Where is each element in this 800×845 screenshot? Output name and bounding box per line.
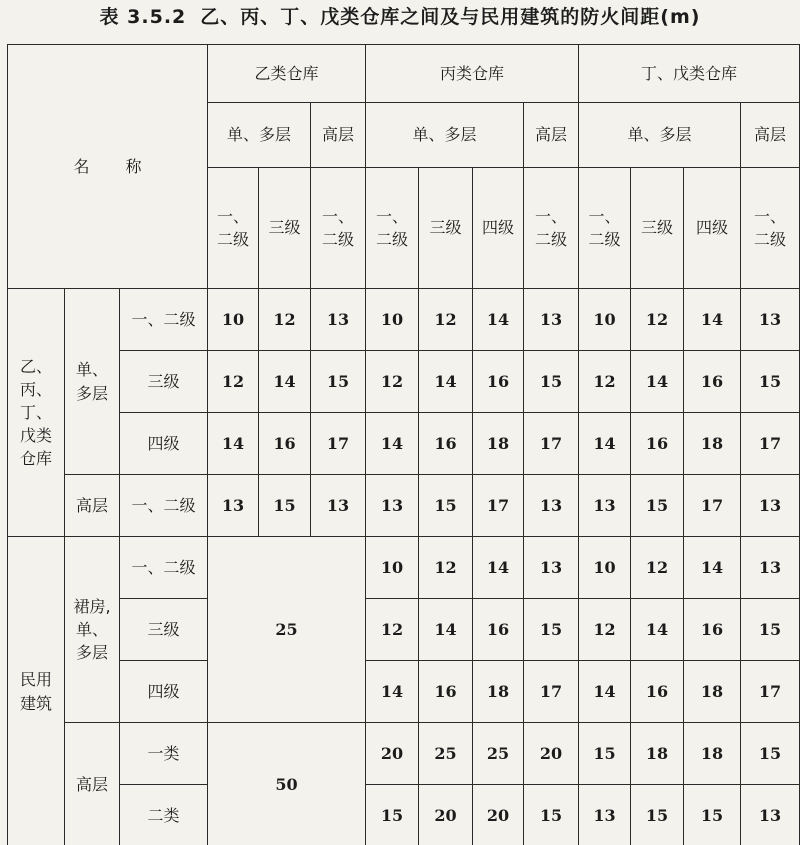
header-yi-multi: 单、多层 xyxy=(208,103,311,168)
table-row xyxy=(8,785,800,845)
value-cell: 13 xyxy=(524,289,579,351)
table-row xyxy=(8,537,800,599)
value-cell: 10 xyxy=(579,537,631,599)
value-cell: 10 xyxy=(366,289,419,351)
value-cell: 15 xyxy=(741,723,800,785)
value-cell: 10 xyxy=(579,289,631,351)
table-title: 乙、丙、丁、戊类仓库之间及与民用建筑的防火间距(m) xyxy=(200,6,701,28)
row-group-warehouse: 乙、 丙、 丁、 戊类 仓库 xyxy=(8,289,65,537)
row-label-class: 二类 xyxy=(120,785,208,845)
value-cell: 15 xyxy=(366,785,419,845)
value-cell: 17 xyxy=(684,475,741,537)
table-row xyxy=(8,475,800,537)
value-cell: 12 xyxy=(579,599,631,661)
header-yi-high-g12: 一、 二级 xyxy=(311,168,366,289)
merged-value-highrise: 50 xyxy=(208,723,366,845)
value-cell: 20 xyxy=(366,723,419,785)
table-row xyxy=(8,289,800,351)
value-cell: 14 xyxy=(684,289,741,351)
header-bing-multi-g3: 三级 xyxy=(419,168,473,289)
value-cell: 16 xyxy=(473,599,524,661)
value-cell: 14 xyxy=(366,413,419,475)
row-sub-civil-high: 高层 xyxy=(65,723,120,845)
value-cell: 12 xyxy=(631,537,684,599)
value-cell: 13 xyxy=(524,475,579,537)
row-label-grade: 四级 xyxy=(120,413,208,475)
value-cell: 14 xyxy=(419,599,473,661)
value-cell: 16 xyxy=(473,351,524,413)
row-sub-warehouse-multi: 单、 多层 xyxy=(65,289,120,475)
value-cell: 15 xyxy=(419,475,473,537)
value-cell: 12 xyxy=(366,599,419,661)
value-cell: 12 xyxy=(366,351,419,413)
value-cell: 12 xyxy=(419,537,473,599)
value-cell: 17 xyxy=(741,413,800,475)
header-dw-multi-g3: 三级 xyxy=(631,168,684,289)
value-cell: 17 xyxy=(473,475,524,537)
value-cell: 14 xyxy=(473,289,524,351)
value-cell: 13 xyxy=(741,537,800,599)
value-cell: 15 xyxy=(259,475,311,537)
table-row xyxy=(8,723,800,785)
value-cell: 13 xyxy=(524,537,579,599)
header-name-label: 名称 xyxy=(73,156,178,176)
value-cell: 12 xyxy=(208,351,259,413)
value-cell: 14 xyxy=(259,351,311,413)
value-cell: 16 xyxy=(259,413,311,475)
header-group-ding-wu: 丁、戊类仓库 xyxy=(579,45,800,103)
value-cell: 14 xyxy=(366,661,419,723)
value-cell: 14 xyxy=(579,661,631,723)
value-cell: 15 xyxy=(524,351,579,413)
table-row xyxy=(8,413,800,475)
table-caption xyxy=(0,0,800,44)
value-cell: 10 xyxy=(366,537,419,599)
row-group-civil: 民用 建筑 xyxy=(8,537,65,845)
value-cell: 14 xyxy=(473,537,524,599)
header-bing-multi: 单、多层 xyxy=(366,103,524,168)
value-cell: 18 xyxy=(631,723,684,785)
row-label-grade: 一、二级 xyxy=(120,475,208,537)
value-cell: 15 xyxy=(524,785,579,845)
value-cell: 17 xyxy=(524,661,579,723)
value-cell: 16 xyxy=(684,599,741,661)
value-cell: 16 xyxy=(684,351,741,413)
value-cell: 17 xyxy=(524,413,579,475)
fire-distance-table xyxy=(7,44,800,845)
row-label-grade: 一、二级 xyxy=(120,537,208,599)
value-cell: 12 xyxy=(631,289,684,351)
value-cell: 15 xyxy=(631,785,684,845)
row-label-grade: 三级 xyxy=(120,351,208,413)
value-cell: 14 xyxy=(631,599,684,661)
header-group-bing: 丙类仓库 xyxy=(366,45,579,103)
value-cell: 13 xyxy=(741,475,800,537)
table-row xyxy=(8,661,800,723)
row-sub-warehouse-high: 高层 xyxy=(65,475,120,537)
value-cell: 16 xyxy=(419,661,473,723)
value-cell: 10 xyxy=(208,289,259,351)
value-cell: 15 xyxy=(631,475,684,537)
value-cell: 20 xyxy=(524,723,579,785)
value-cell: 12 xyxy=(419,289,473,351)
value-cell: 25 xyxy=(419,723,473,785)
header-bing-high-g12: 一、 二级 xyxy=(524,168,579,289)
value-cell: 14 xyxy=(579,413,631,475)
value-cell: 15 xyxy=(741,599,800,661)
value-cell: 18 xyxy=(684,661,741,723)
header-bing-multi-g4: 四级 xyxy=(473,168,524,289)
value-cell: 18 xyxy=(684,413,741,475)
row-label-grade: 三级 xyxy=(120,599,208,661)
header-dw-high: 高层 xyxy=(741,103,800,168)
value-cell: 15 xyxy=(524,599,579,661)
table-row xyxy=(8,599,800,661)
value-cell: 13 xyxy=(366,475,419,537)
merged-value-podium: 25 xyxy=(208,537,366,723)
value-cell: 17 xyxy=(741,661,800,723)
header-yi-high: 高层 xyxy=(311,103,366,168)
value-cell: 25 xyxy=(473,723,524,785)
header-yi-multi-g12: 一、 二级 xyxy=(208,168,259,289)
row-label-grade: 一、二级 xyxy=(120,289,208,351)
value-cell: 16 xyxy=(419,413,473,475)
value-cell: 20 xyxy=(473,785,524,845)
value-cell: 18 xyxy=(473,413,524,475)
header-dw-multi: 单、多层 xyxy=(579,103,741,168)
value-cell: 17 xyxy=(311,413,366,475)
value-cell: 16 xyxy=(631,661,684,723)
value-cell: 18 xyxy=(473,661,524,723)
header-dw-high-g12: 一、 二级 xyxy=(741,168,800,289)
value-cell: 18 xyxy=(684,723,741,785)
value-cell: 15 xyxy=(684,785,741,845)
header-bing-multi-g12: 一、 二级 xyxy=(366,168,419,289)
value-cell: 14 xyxy=(419,351,473,413)
value-cell: 13 xyxy=(579,785,631,845)
row-label-class: 一类 xyxy=(120,723,208,785)
value-cell: 14 xyxy=(208,413,259,475)
value-cell: 13 xyxy=(208,475,259,537)
value-cell: 13 xyxy=(579,475,631,537)
header-name-cell xyxy=(8,45,208,289)
header-bing-high: 高层 xyxy=(524,103,579,168)
header-dw-multi-g12: 一、 二级 xyxy=(579,168,631,289)
header-yi-multi-g3: 三级 xyxy=(259,168,311,289)
row-sub-civil-podium: 裙房, 单、 多层 xyxy=(65,537,120,723)
value-cell: 13 xyxy=(741,785,800,845)
value-cell: 12 xyxy=(579,351,631,413)
value-cell: 12 xyxy=(259,289,311,351)
value-cell: 14 xyxy=(631,351,684,413)
value-cell: 20 xyxy=(419,785,473,845)
value-cell: 16 xyxy=(631,413,684,475)
value-cell: 15 xyxy=(311,351,366,413)
value-cell: 15 xyxy=(741,351,800,413)
value-cell: 15 xyxy=(579,723,631,785)
header-row-groups xyxy=(8,45,800,103)
table-number: 表 3.5.2 xyxy=(99,6,187,28)
row-label-grade: 四级 xyxy=(120,661,208,723)
header-group-yi: 乙类仓库 xyxy=(208,45,366,103)
header-dw-multi-g4: 四级 xyxy=(684,168,741,289)
value-cell: 13 xyxy=(741,289,800,351)
value-cell: 13 xyxy=(311,475,366,537)
value-cell: 13 xyxy=(311,289,366,351)
value-cell: 14 xyxy=(684,537,741,599)
table-row xyxy=(8,351,800,413)
